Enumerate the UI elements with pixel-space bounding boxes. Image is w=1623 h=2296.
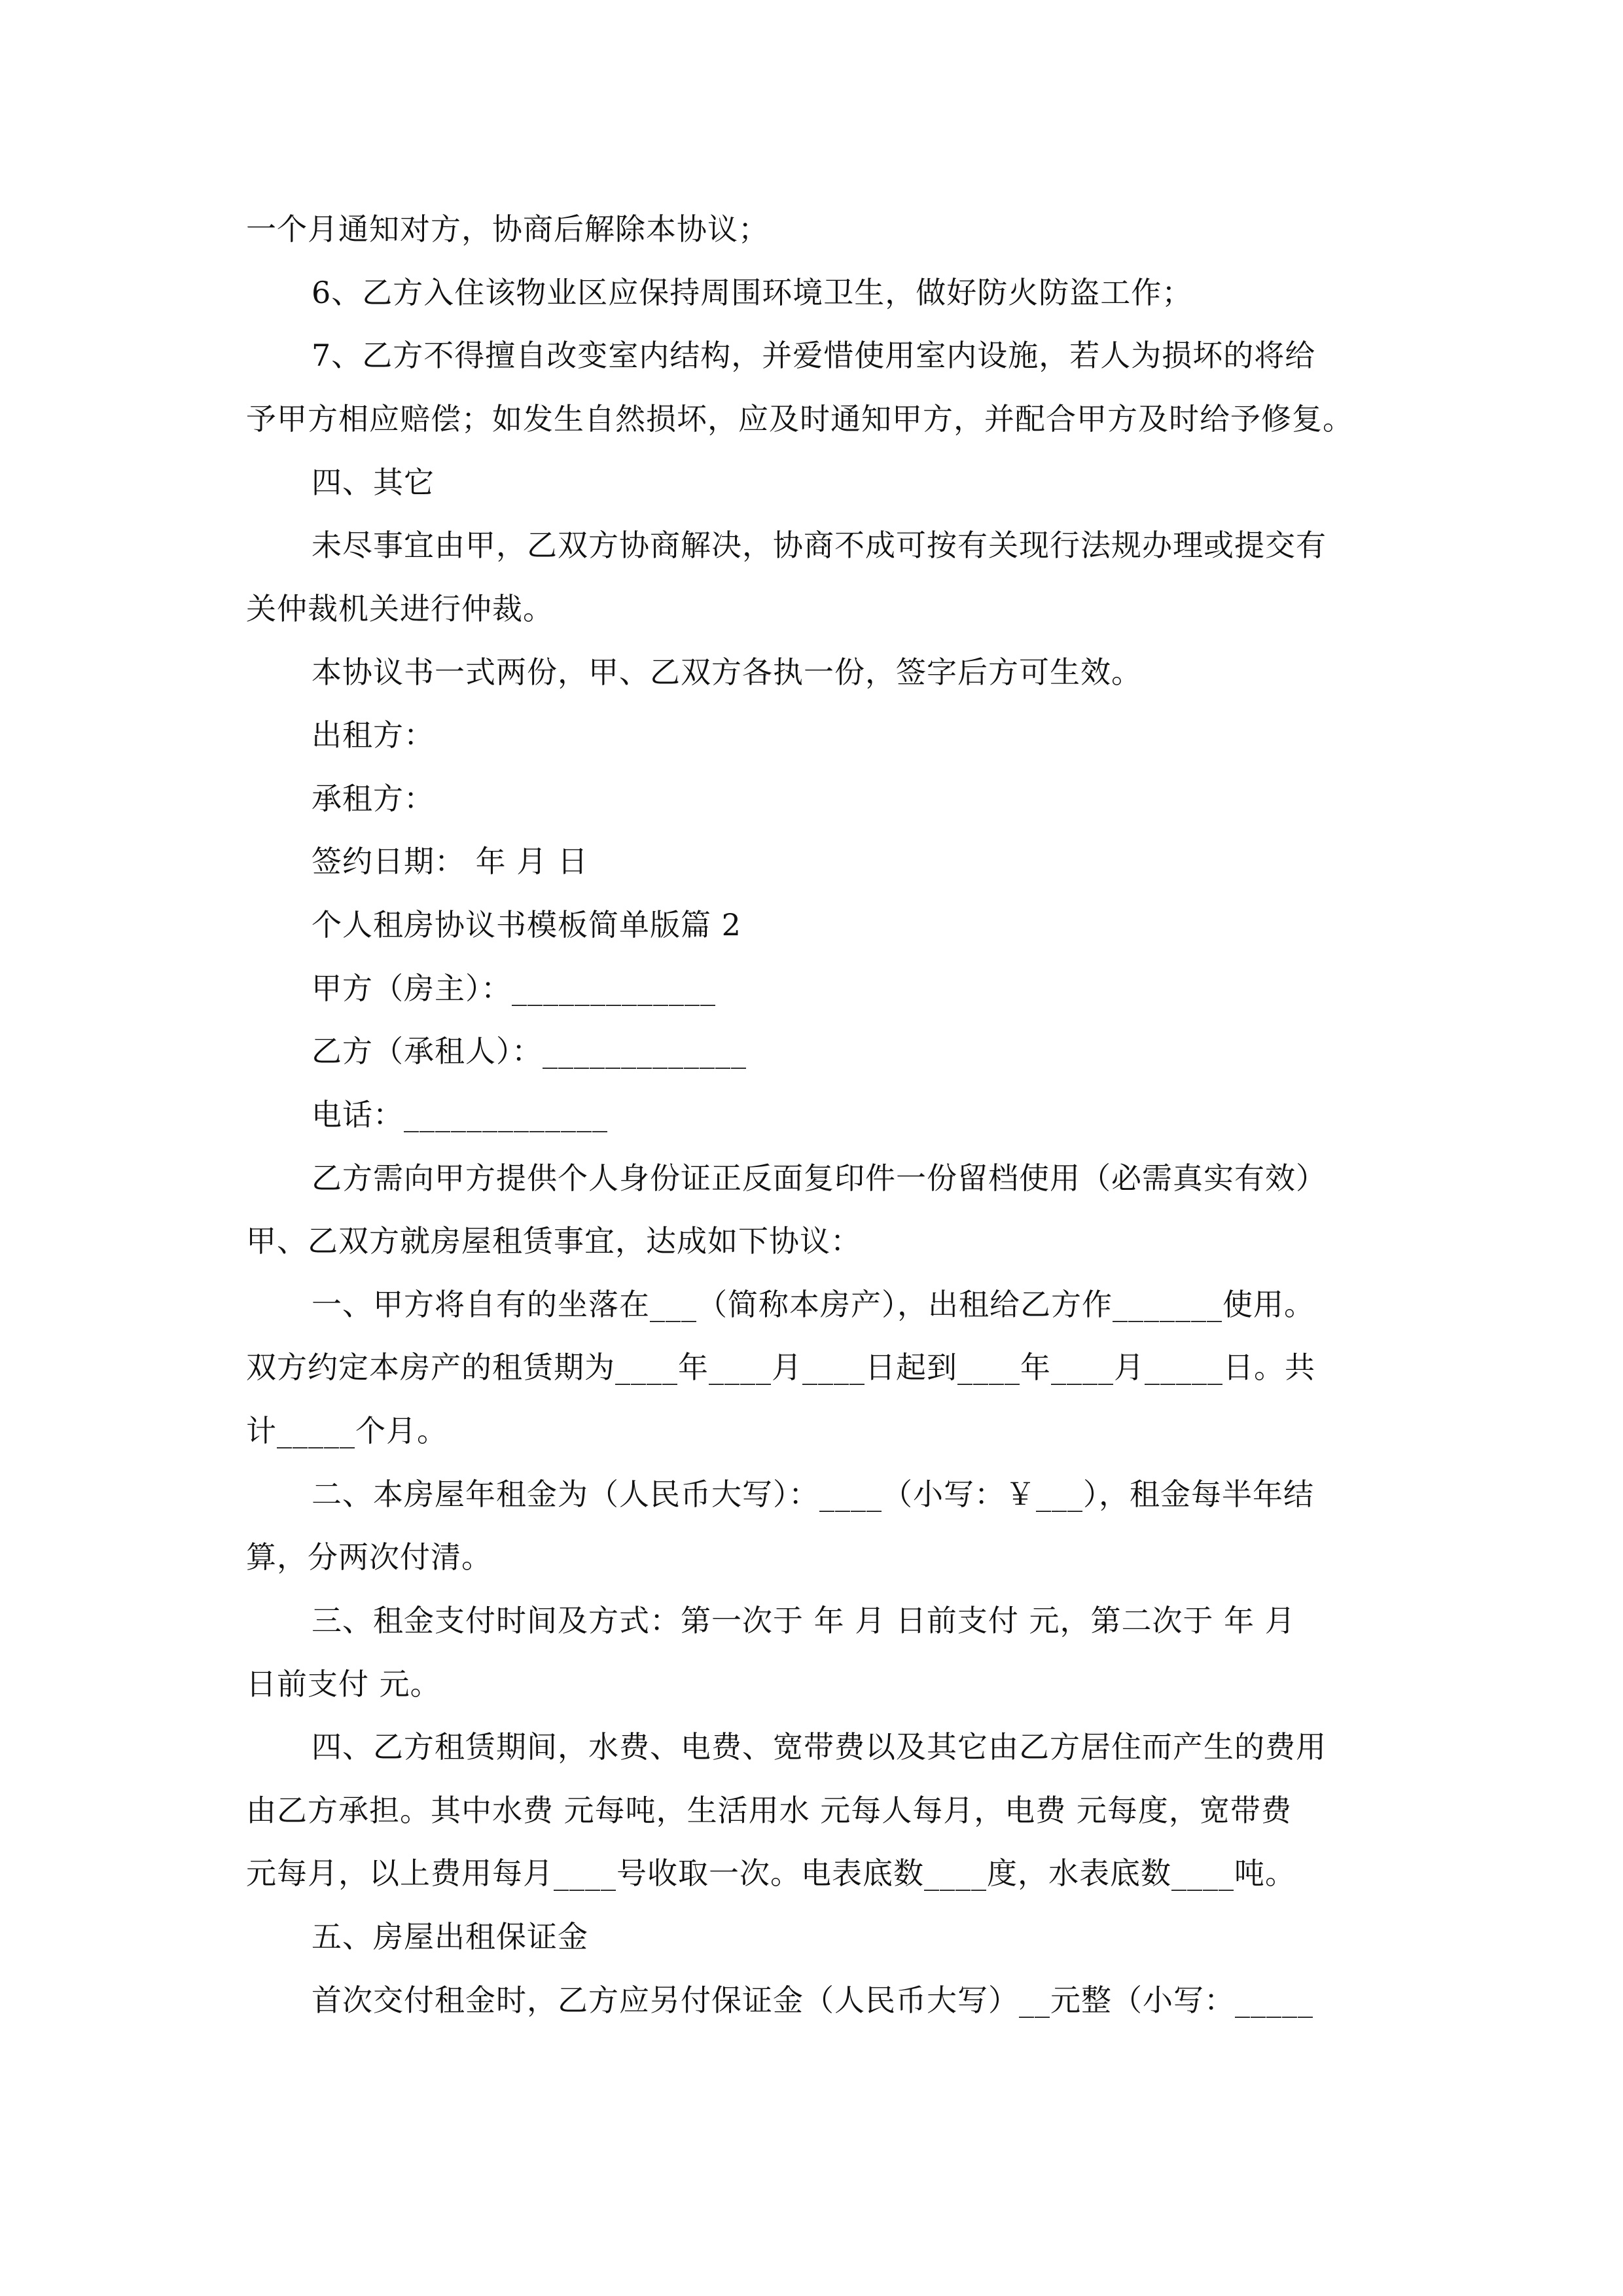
text-line: 双方约定本房产的租赁期为____年____月____日起到____年____月_____日。共	[246, 1350, 1315, 1385]
text-line: 一个月通知对方，协商后解除本协议；	[246, 211, 769, 247]
party-b-field: 乙方（承租人）：_____________	[312, 1033, 747, 1069]
text-line: 日前支付 元。	[246, 1666, 441, 1702]
text-line: 6、乙方入住该物业区应保持周围环境卫生，做好防火防盗工作；	[312, 275, 1193, 310]
phone-field: 电话：_____________	[312, 1097, 608, 1132]
text-line: 关仲裁机关进行仲裁。	[246, 591, 554, 626]
section-heading: 五、房屋出租保证金	[312, 1919, 588, 1954]
text-line: 7、乙方不得擅自改变室内结构，并爱惜使用室内设施，若人为损坏的将给	[312, 338, 1316, 373]
party-a-field: 甲方（房主）：_____________	[312, 971, 716, 1006]
section-heading: 四、其它	[312, 465, 435, 500]
text-line: 三、租金支付时间及方式：第一次于 年 月 日前支付 元，第二次于 年 月	[312, 1603, 1296, 1638]
text-line: 二、本房屋年租金为（人民币大写）：____（小写：￥___），租金每半年结	[312, 1477, 1314, 1512]
text-line: 乙方需向甲方提供个人身份证正反面复印件一份留档使用（必需真实有效）	[312, 1160, 1327, 1196]
text-line: 首次交付租金时，乙方应另付保证金（人民币大写）__元整（小写：_____	[312, 1982, 1313, 2018]
text-line: 计_____个月。	[246, 1413, 448, 1448]
text-line: 本协议书一式两份，甲、乙双方各执一份，签字后方可生效。	[312, 655, 1142, 690]
lessor-label: 出租方：	[312, 717, 435, 753]
text-line: 算，分两次付清。	[246, 1539, 492, 1575]
text-line: 甲、乙双方就房屋租赁事宜，达成如下协议：	[246, 1223, 861, 1259]
lessee-label: 承租方：	[312, 781, 435, 816]
text-line: 由乙方承担。其中水费 元每吨，生活用水 元每人每月，电费 元每度，宽带费	[246, 1793, 1292, 1828]
text-line: 未尽事宜由甲，乙双方协商解决，协商不成可按有关现行法规办理或提交有	[312, 528, 1327, 563]
document-subtitle: 个人租房协议书模板简单版篇 2	[312, 907, 741, 942]
text-line: 一、甲方将自有的坐落在___（简称本房产），出租给乙方作_______使用。	[312, 1287, 1315, 1322]
text-line: 元每月，以上费用每月____号收取一次。电表底数____度，水表底数____吨。	[246, 1856, 1296, 1891]
text-line: 予甲方相应赔偿；如发生自然损坏，应及时通知甲方，并配合甲方及时给予修复。	[246, 401, 1353, 437]
signing-date-label: 签约日期： 年 月 日	[312, 844, 588, 879]
text-line: 四、乙方租赁期间，水费、电费、宽带费以及其它由乙方居住而产生的费用	[312, 1729, 1327, 1765]
